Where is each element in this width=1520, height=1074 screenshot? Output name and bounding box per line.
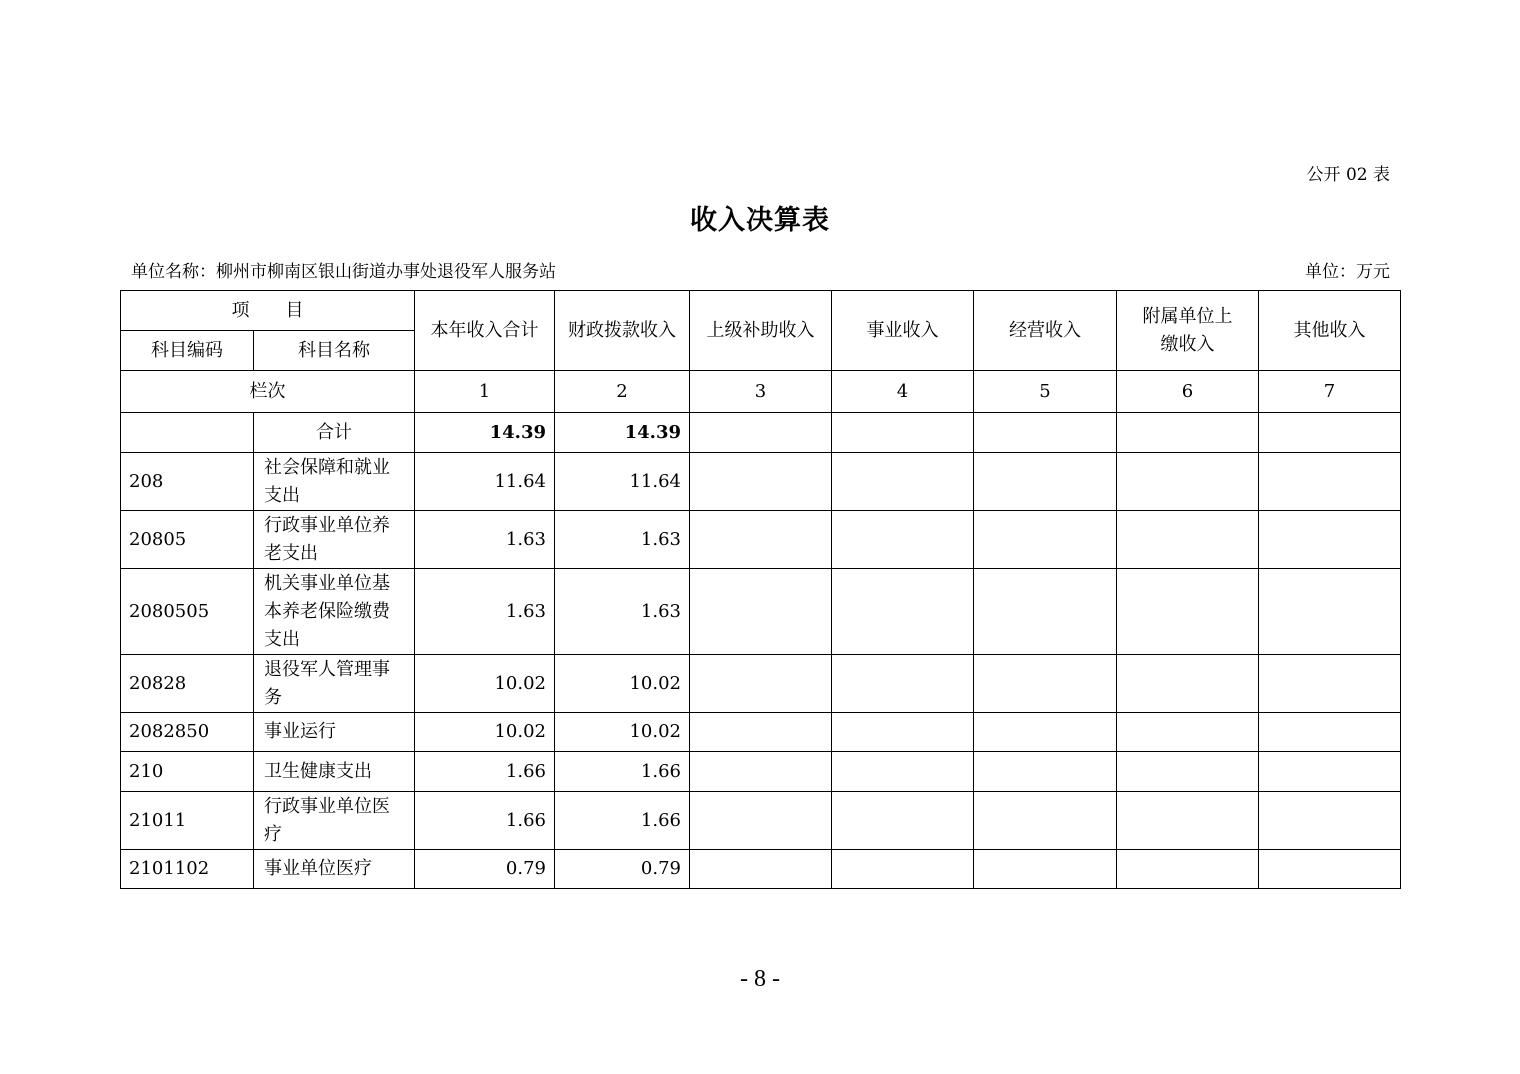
form-number: 公开 02 表	[1306, 165, 1390, 185]
amount-cell	[974, 713, 1117, 752]
header-item: 项 目	[121, 291, 415, 331]
amount-cell	[974, 850, 1117, 889]
subject-code-cell: 2082850	[121, 713, 254, 752]
amount-cell	[1259, 850, 1401, 889]
amount-cell	[974, 511, 1117, 569]
amount-cell	[1117, 569, 1259, 655]
total-value	[832, 413, 974, 453]
index-label: 栏次	[121, 371, 415, 413]
total-value	[1259, 413, 1401, 453]
amount-cell	[1259, 752, 1401, 792]
index-row	[121, 371, 1401, 413]
header-name: 科目名称	[254, 331, 415, 371]
amount-cell	[690, 453, 832, 511]
amount-cell	[1117, 453, 1259, 511]
amount-cell	[1117, 655, 1259, 713]
amount-cell	[974, 792, 1117, 850]
subject-name-cell: 事业运行	[254, 713, 415, 752]
amount-cell	[1259, 453, 1401, 511]
amount-cell: 1.63	[415, 511, 555, 569]
subject-code-cell: 2101102	[121, 850, 254, 889]
subject-name-cell: 退役军人管理事务	[254, 655, 415, 713]
amount-cell: 0.79	[415, 850, 555, 889]
total-value	[1117, 413, 1259, 453]
header-col-6: 附属单位上缴收入	[1117, 291, 1259, 371]
table-row	[121, 511, 1401, 569]
header-code: 科目编码	[121, 331, 254, 371]
amount-cell	[832, 655, 974, 713]
header-col-4: 事业收入	[832, 291, 974, 371]
total-value	[974, 413, 1117, 453]
amount-cell	[1117, 511, 1259, 569]
amount-cell	[974, 655, 1117, 713]
index-cell: 1	[415, 371, 555, 413]
amount-cell: 10.02	[555, 655, 690, 713]
amount-cell	[690, 655, 832, 713]
amount-cell	[974, 453, 1117, 511]
amount-cell	[832, 511, 974, 569]
amount-cell	[974, 752, 1117, 792]
subject-name-cell: 机关事业单位基本养老保险缴费支出	[254, 569, 415, 655]
unit-name-label: 单位名称：柳州市柳南区银山街道办事处退役军人服务站	[131, 262, 556, 282]
amount-cell	[690, 569, 832, 655]
amount-cell: 1.63	[555, 569, 690, 655]
amount-cell	[974, 569, 1117, 655]
amount-cell	[1259, 569, 1401, 655]
amount-cell	[1259, 655, 1401, 713]
amount-cell: 1.63	[415, 569, 555, 655]
subject-code-cell: 21011	[121, 792, 254, 850]
amount-cell: 10.02	[415, 713, 555, 752]
amount-cell: 1.66	[415, 792, 555, 850]
amount-cell	[832, 850, 974, 889]
subject-name-cell: 卫生健康支出	[254, 752, 415, 792]
table-row	[121, 713, 1401, 752]
subject-code-cell: 20805	[121, 511, 254, 569]
amount-cell: 1.63	[555, 511, 690, 569]
currency-unit-label: 单位：万元	[1305, 262, 1390, 282]
total-label: 合计	[254, 413, 415, 453]
index-cell: 6	[1117, 371, 1259, 413]
index-cell: 7	[1259, 371, 1401, 413]
amount-cell: 1.66	[555, 792, 690, 850]
amount-cell	[1259, 792, 1401, 850]
subject-code-cell: 2080505	[121, 569, 254, 655]
index-cell: 3	[690, 371, 832, 413]
header-col-3: 上级补助收入	[690, 291, 832, 371]
total-code-cell	[121, 413, 254, 453]
amount-cell	[1117, 850, 1259, 889]
amount-cell	[690, 752, 832, 792]
page-number: - 8 -	[740, 966, 780, 992]
total-row	[121, 413, 1401, 453]
subject-name-cell: 行政事业单位养老支出	[254, 511, 415, 569]
subject-name-cell: 事业单位医疗	[254, 850, 415, 889]
page-title: 收入决算表	[690, 205, 830, 236]
index-cell: 4	[832, 371, 974, 413]
amount-cell	[1117, 713, 1259, 752]
table-row	[121, 850, 1401, 889]
total-value	[690, 413, 832, 453]
amount-cell	[832, 752, 974, 792]
amount-cell	[1259, 511, 1401, 569]
amount-cell	[832, 569, 974, 655]
amount-cell	[690, 511, 832, 569]
amount-cell: 1.66	[415, 752, 555, 792]
amount-cell	[832, 792, 974, 850]
table-row	[121, 655, 1401, 713]
subject-code-cell: 20828	[121, 655, 254, 713]
total-value: 14.39	[415, 413, 555, 453]
header-col-2: 财政拨款收入	[555, 291, 690, 371]
index-cell: 2	[555, 371, 690, 413]
index-cell: 5	[974, 371, 1117, 413]
header-col-7: 其他收入	[1259, 291, 1401, 371]
amount-cell	[832, 713, 974, 752]
header-col-5: 经营收入	[974, 291, 1117, 371]
amount-cell	[690, 850, 832, 889]
amount-cell	[832, 453, 974, 511]
amount-cell: 11.64	[415, 453, 555, 511]
subject-code-cell: 210	[121, 752, 254, 792]
amount-cell	[690, 713, 832, 752]
table-row	[121, 453, 1401, 511]
subject-name-cell: 行政事业单位医疗	[254, 792, 415, 850]
amount-cell	[690, 792, 832, 850]
table-row	[121, 752, 1401, 792]
income-table	[120, 290, 1401, 889]
amount-cell: 10.02	[555, 713, 690, 752]
amount-cell: 10.02	[415, 655, 555, 713]
amount-cell	[1117, 792, 1259, 850]
amount-cell: 0.79	[555, 850, 690, 889]
amount-cell	[1117, 752, 1259, 792]
subject-name-cell: 社会保障和就业支出	[254, 453, 415, 511]
subject-code-cell: 208	[121, 453, 254, 511]
header-row-1	[121, 291, 1401, 331]
table-row	[121, 792, 1401, 850]
amount-cell: 1.66	[555, 752, 690, 792]
amount-cell: 11.64	[555, 453, 690, 511]
table-row	[121, 569, 1401, 655]
total-value: 14.39	[555, 413, 690, 453]
amount-cell	[1259, 713, 1401, 752]
header-col-1: 本年收入合计	[415, 291, 555, 371]
